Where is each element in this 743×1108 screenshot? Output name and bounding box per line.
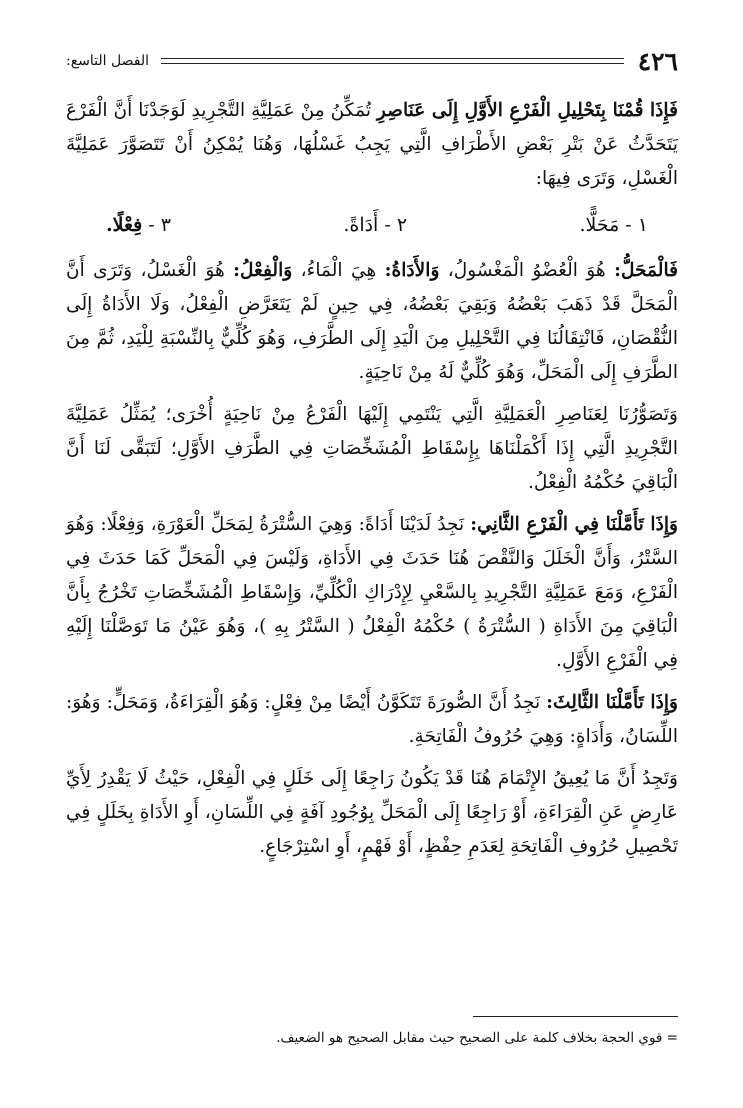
paragraph-2-lead-3: وَالْفِعْلُ:	[233, 260, 293, 281]
paragraph-6	[66, 762, 678, 864]
paragraph-6-text: وَتَجِدُ أَنَّ مَا يُعِيقُ الإِتْمَامَ هُنَا قَدْ يَكُونُ رَاجِعًا إِلَى خَلَلٍ فِي الْفِعْلِ، حَيْثُ لَا يَقْدِرُ لِأَيِّ عَارِضٍ عَنِ الْقِرَاءَةِ، أَوْ رَاجِعًا إِلَى الْمَحَلِّ بِوُجُودِ آفَةٍ فِي اللِّسَانِ، أَوِ الأَدَاةِ بِخَلَلٍ فِي تَحْصِيلِ حُرُوفِ الْفَاتِحَةِ لِعَدَمِ حِفْظٍ، أَوْ فَهْمٍ، أَوِ اسْتِرْجَاعٍ.	[66, 768, 678, 857]
paragraph-2-text-3: هُوَ الْغَسْلُ، وَتَرَى أَنَّ الْمَحَلَّ قَدْ ذَهَبَ بَعْضُهُ وَبَقِيَ بَعْضُهُ، فِي حِينٍ لَمْ يَتَعَرَّضِ الْفِعْلُ، وَلَا الأَدَاةُ إِلَى النُّقْصَانِ، فَانْتِقَالُنَا فِي التَّحْلِيلِ مِنَ الْيَدِ إِلَى الطَّرَفِ، وَهُوَ كُلِّيٌّ بِالنِّسْبَةِ لِلْيَدِ، ثُمَّ مِنَ الطَّرَفِ إِلَى الْمَحَلِّ، وَهُوَ كُلِّيٌّ لَهُ مِنْ نَاحِيَةٍ.	[66, 260, 678, 383]
page-number: ٤٢٦	[637, 46, 678, 76]
page-header	[66, 48, 678, 74]
paragraph-5-text: نَجِدُ أَنَّ الصُّورَةَ تَتَكَوَّنُ أَيْضًا مِنْ فِعْلٍ: وَهُوَ الْقِرَاءَةُ، وَمَحَلٍّ: وَهُوَ: اللِّسَانُ، وَأَدَاةٍ: وَهِيَ حُرُوفُ الْفَاتِحَةِ.	[66, 692, 678, 747]
paragraph-2-text-1: هُوَ الْعُضْوُ الْمَغْسُولُ،	[439, 260, 615, 281]
enumeration-row	[66, 204, 678, 254]
book-page	[66, 46, 679, 1046]
paragraph-2-text-2: هِيَ الْمَاءُ،	[292, 260, 385, 281]
enum-item-3	[106, 208, 171, 242]
paragraph-5-lead: وَإِذَا تَأَمَّلْنَا الثَّالِثَ:	[546, 692, 678, 713]
paragraph-4-text: نَجِدُ لَدَيْنَا أَدَاةً: وَهِيَ السُّتْرَةُ لِمَحَلِّ الْعَوْرَةِ، وَفِعْلًا: وَهُوَ السَّتْرُ، وَأَنَّ الْخَلَلَ وَالنَّقْصَ هُنَا حَدَثَ فِي الأَدَاةِ، وَلَيْسَ فِي الْمَحَلِّ كَمَا حَدَثَ فِي الْفَرْعِ، وَمَعَ عَمَلِيَّةِ التَّجْرِيدِ بِالسَّعْيِ لِإِدْرَاكِ الْكُلِّيِّ، وَإِسْقَاطِ الْمُشَخِّصَاتِ تَخْرُجُ بِأَنَّ الْبَاقِيَ مِنَ الأَدَاةِ ( السُّتْرَةُ ) حُكْمُهُ الْفِعْلُ ( السَّتْرُ بِهِ )، وَهُوَ عَيْنُ مَا تَوَصَّلْنَا إِلَيْهِ فِي الْفَرْعِ الأَوَّلِ.	[66, 514, 678, 671]
paragraph-1	[66, 94, 678, 196]
enum-item-3-word: فِعْلًا.	[106, 214, 143, 236]
paragraph-3	[66, 398, 678, 500]
enum-item-1: ١ - مَحَلًّا.	[579, 214, 648, 236]
main-text	[66, 94, 678, 864]
paragraph-2-lead-1: فَالْمَحَلُّ:	[614, 260, 678, 281]
paragraph-3-text: وَتَصَوُّرُنَا لِعَنَاصِرِ الْعَمَلِيَّةِ الَّتِي يَنْتَمِي إِلَيْهَا الْفَرْعُ مِنْ نَاحِيَةٍ أُخْرَى؛ يُمَثِّلُ عَمَلِيَّةَ التَّجْرِيدِ الَّتِي إِذَا أَكْمَلْنَاهَا بِإِسْقَاطِ الْمُشَخِّصَاتِ فِي الطَّرَفِ الأَوَّلِ؛ لَتَبَقَّى لَنَا أَنَّ الْبَاقِيَ حُكْمُهُ الْفِعْلُ.	[66, 404, 678, 493]
paragraph-1-lead: فَإِذَا قُمْنَا بِتَحْلِيلِ الْفَرْعِ الأَوَّلِ إِلَى عَنَاصِرِ	[376, 100, 678, 121]
paragraph-2	[66, 254, 678, 390]
paragraph-4-lead: وَإِذَا تَأَمَّلْنَا فِي الْفَرْعِ الثَّانِي:	[470, 514, 679, 535]
enum-item-2: ٢ - أَدَاةً.	[343, 214, 408, 236]
paragraph-1-text: تُمَكِّنُ مِنْ عَمَلِيَّةِ التَّجْرِيدِ لَوَجَدْنَا أَنَّ الْفَرْعَ يَتَحَدَّثُ عَنْ بَتْرِ بَعْضِ الأَطْرَافِ الَّتِي يَجِبُ غَسْلُهَا، وَهُنَا يُمْكِنُ أَنْ تَتَصَوَّرَ عَمَلِيَّةَ الْغَسْلِ، وَتَرَى فِيهَا:	[66, 100, 678, 189]
enum-item-3-prefix: ٣ -	[142, 214, 171, 236]
header-rule	[161, 58, 624, 64]
paragraph-2-lead-2: وَالأَدَاةُ:	[384, 260, 440, 281]
chapter-title: الفصل التاسع:	[66, 53, 149, 69]
footnote: = قوي الحجة بخلاف كلمة على الصحيح حيث مقابل الصحيح هو الضعيف.	[276, 1030, 678, 1046]
paragraph-5	[66, 686, 678, 754]
footnote-rule	[473, 1016, 678, 1017]
paragraph-4	[66, 508, 678, 678]
